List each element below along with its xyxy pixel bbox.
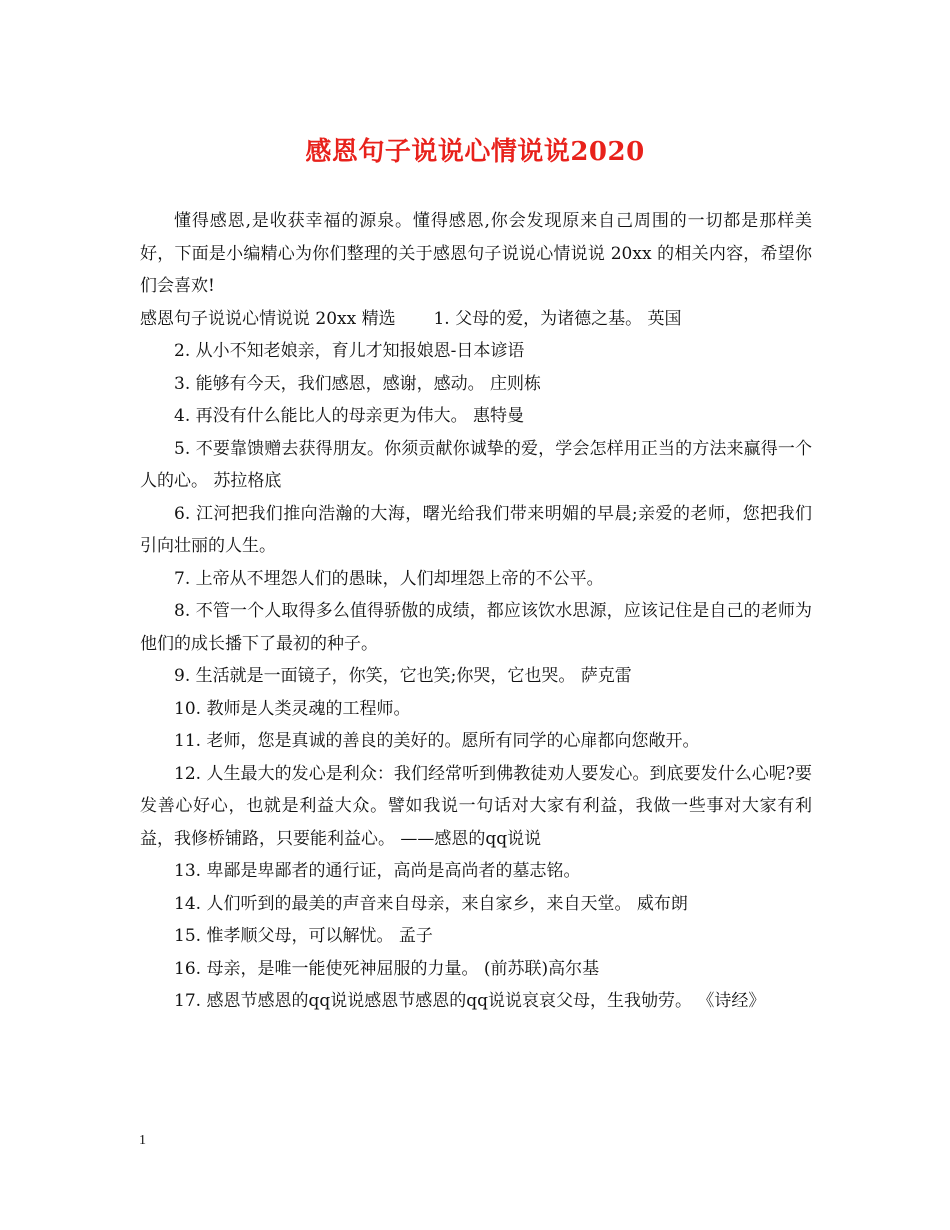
list-item: 14. 人们听到的最美的声音来自母亲，来自家乡，来自天堂。 威布朗 bbox=[174, 893, 688, 914]
list-item: 3. 能够有今天，我们感恩，感谢，感动。 庄则栋 bbox=[174, 373, 542, 394]
list-item: 5. 不要靠馈赠去获得朋友。你须贡献你诚挚的爱，学会怎样用正当的方法来赢得一个人的心。 苏拉格底 bbox=[140, 438, 812, 491]
list-item: 16. 母亲，是唯一能使死神屈服的力量。 (前苏联)高尔基 bbox=[174, 958, 600, 979]
list-item: 15. 惟孝顺父母，可以解忧。 孟子 bbox=[174, 926, 433, 946]
list-item: 12. 人生最大的发心是利众：我们经常听到佛教徒劝人要发心。到底要发什么心呢?要发善心好心，也就是利益大众。譬如我说一句话对大家有利益，我做一些事对大家有利益，我修桥铺路，只要能利益心。 ——感恩的qq说说 bbox=[140, 763, 812, 849]
page-number: 1 bbox=[139, 1133, 146, 1148]
list-item: 10. 教师是人类灵魂的工程师。 bbox=[174, 698, 411, 719]
section-heading-line bbox=[140, 303, 812, 336]
list-item: 2. 从小不知老娘亲，育儿才知报娘恩-日本谚语 bbox=[174, 341, 525, 361]
list-item: 9. 生活就是一面镜子，你笑，它也笑;你哭，它也哭。 萨克雷 bbox=[174, 666, 632, 686]
list-item: 1. 父母的爱，为诸德之基。 英国 bbox=[433, 308, 682, 329]
list-item: 13. 卑鄙是卑鄙者的通行证，高尚是高尚者的墓志铭。 bbox=[174, 861, 581, 881]
section-heading: 感恩句子说说心情说说 20xx 精选 bbox=[140, 308, 396, 329]
list-item: 7. 上帝从不埋怨人们的愚昧，人们却埋怨上帝的不公平。 bbox=[174, 568, 604, 589]
list-item: 8. 不管一个人取得多么值得骄傲的成绩，都应该饮水思源，应该记住是自己的老师为他们的成长播下了最初的种子。 bbox=[140, 601, 812, 654]
list-item: 11. 老师，您是真诚的善良的美好的。愿所有同学的心扉都向您敞开。 bbox=[174, 731, 700, 751]
quote-list bbox=[140, 335, 812, 1018]
list-item: 4. 再没有什么能比人的母亲更为伟大。 惠特曼 bbox=[174, 406, 525, 426]
intro-paragraph: 懂得感恩,是收获幸福的源泉。懂得感恩,你会发现原来自己周围的一切都是那样美好，下面是小编精心为你们整理的关于感恩句子说说心情说说 20xx 的相关内容，希望你们会喜欢! bbox=[140, 211, 812, 296]
list-item: 6. 江河把我们推向浩瀚的大海，曙光给我们带来明媚的早晨;亲爱的老师，您把我们引向壮丽的人生。 bbox=[140, 503, 812, 556]
document-body bbox=[140, 205, 812, 1018]
document-title: 感恩句子说说心情说说2020 bbox=[305, 137, 645, 167]
list-item: 17. 感恩节感恩的qq说说感恩节感恩的qq说说哀哀父母，生我劬劳。 《诗经》 bbox=[174, 991, 766, 1011]
